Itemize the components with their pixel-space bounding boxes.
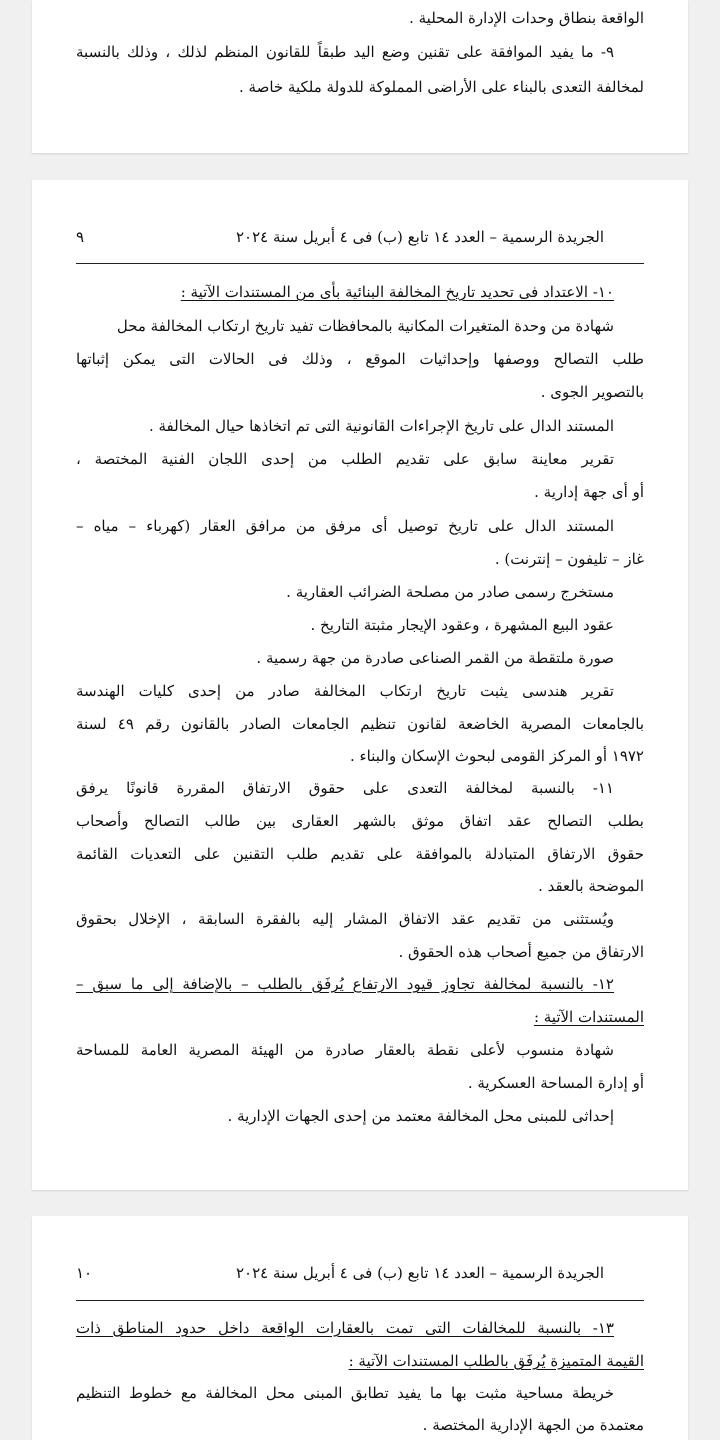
header-title: الجريدة الرسمية – العدد ١٤ تابع (ب) فى ٤ أبريل سنة ٢٠٢٤ [235, 1264, 604, 1282]
text-line: ١٠- الاعتداد فى تحديد تاريخ المخالفة البنائية بأى من المستندات الآتية : [180, 283, 614, 301]
text-line: مستخرج رسمى صادر من مصلحة الضرائب العقارية . [286, 583, 614, 601]
text-line: ١١- بالنسبة لمخالفة التعدى على حقوق الارتفاق المقررة قانونًا يرفق [76, 779, 614, 797]
text-line: أو أى جهة إدارية . [534, 483, 644, 501]
text-line: المستند الدال على تاريخ توصيل أى مرفق من مرافق العقار (كهرباء – مياه – [76, 517, 614, 535]
text-line: أو إدارة المساحة العسكرية . [467, 1074, 644, 1092]
text-line: ٩- ما يفيد الموافقة على تقنين وضع اليد طبقاً للقانون المنظم لذلك ، وذلك بالنسبة [76, 43, 614, 61]
text-line: الارتفاق من جميع أصحاب هذه الحقوق . [398, 943, 644, 961]
page-number: ٩ [76, 228, 85, 246]
text-line: ١٩٧٢ أو المركز القومى لبحوث الإسكان والبناء . [350, 747, 644, 765]
header-rule [76, 263, 644, 264]
text-line: عقود البيع المشهرة ، وعقود الإيجار مثبتة التاريخ . [310, 616, 614, 634]
text-line: ١٣- بالنسبة للمخالفات التى تمت بالعقارات الواقعة داخل حدود المناطق ذات [76, 1319, 614, 1337]
text-line: غاز – تليفون – إنترنت) . [494, 550, 644, 568]
text-line: صورة ملتقطة من القمر الصناعى صادرة من جهة رسمية . [256, 649, 614, 667]
document-page-3 [32, 1216, 688, 1440]
page-header [76, 226, 644, 248]
text-line: معتمدة من الجهة الإدارية المختصة . [422, 1416, 644, 1434]
text-line: المستند الدال على تاريخ الإجراءات القانونية التى تم اتخاذها حيال المخالفة . [148, 417, 614, 435]
text-line: بالتصوير الجوى . [540, 383, 644, 401]
text-line: شهادة من وحدة المتغيرات المكانية بالمحافظات تفيد تاريخ ارتكاب المخالفة محل [116, 317, 614, 335]
text-line: بالجامعات المصرية الخاضعة لقانون تنظيم الجامعات الصادر بالقانون رقم ٤٩ لسنة [76, 715, 644, 733]
text-line: بطلب التصالح عقد اتفاق موثق بالشهر العقارى بين طالب التصالح وأصحاب [76, 812, 644, 830]
text-line: الواقعة بنطاق وحدات الإدارة المحلية . [409, 9, 644, 27]
document-page-2 [32, 180, 688, 1190]
page-header [76, 1262, 644, 1284]
text-line: ١٢- بالنسبة لمخالفة تجاوز قيود الارتفاع يُرفَق بالطلب – بالإضافة إلى ما سبق – [76, 975, 614, 993]
header-title: الجريدة الرسمية – العدد ١٤ تابع (ب) فى ٤ أبريل سنة ٢٠٢٤ [235, 228, 604, 246]
text-line: إحداثى للمبنى محل المخالفة معتمد من إحدى الجهات الإدارية . [227, 1107, 614, 1125]
text-line: القيمة المتميزة يُرفَق بالطلب المستندات الآتية : [348, 1352, 644, 1370]
text-line: حقوق الارتفاق المتبادلة بالموافقة على تقديم طلب التقنين على التعديات القائمة [76, 845, 644, 863]
text-line: المستندات الآتية : [533, 1008, 644, 1026]
page-number: ١٠ [76, 1264, 93, 1282]
text-line: تقرير هندسى يثبت تاريخ ارتكاب المخالفة صادر من إحدى كليات الهندسة [76, 682, 614, 700]
text-line: الموضحة بالعقد . [538, 877, 644, 895]
text-line: شهادة منسوب لأعلى نقطة بالعقار صادرة من الهيئة المصرية العامة للمساحة [76, 1041, 614, 1059]
text-line: ويُستثنى من تقديم عقد الاتفاق المشار إليه بالفقرة السابقة ، الإخلال بحقوق [76, 910, 614, 928]
text-line: لمخالفة التعدى بالبناء على الأراضى المملوكة للدولة ملكية خاصة . [239, 78, 644, 96]
text-line: طلب التصالح ووصفها وإحداثيات الموقع ، وذلك فى الحالات التى يمكن إثباتها [76, 350, 644, 368]
text-line: خريطة مساحية مثبت بها ما يفيد تطابق المبنى محل المخالفة مع خطوط التنظيم [76, 1384, 614, 1402]
text-line: تقرير معاينة سابق على تقديم الطلب من إحدى اللجان الفنية المختصة ، [76, 450, 614, 468]
document-page-1 [32, 0, 688, 153]
header-rule [76, 1300, 644, 1301]
